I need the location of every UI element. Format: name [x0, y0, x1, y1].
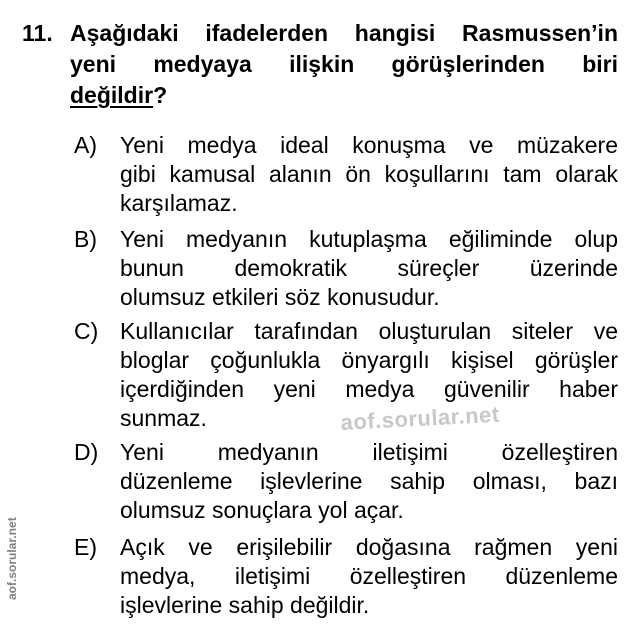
- question-line-1: 11. Aşağıdaki ifadelerden hangisi Rasmussen’in: [22, 18, 618, 49]
- question-stem: [22, 18, 618, 111]
- option-label: D): [74, 439, 99, 465]
- question-number: 11.: [22, 20, 53, 46]
- option-text: Açık ve erişilebilir doğasına rağmen yeni medya, iletişimi özelleştiren düzenleme işlevlerine sahip değildir.: [120, 534, 618, 618]
- option-text: Kullanıcılar tarafından oluşturulan siteler ve bloglar çoğunlukla önyargılı kişisel görüşler içerdiğinden yeni medya güvenilir haber sunmaz.: [120, 318, 618, 431]
- option-label: C): [74, 318, 99, 344]
- option-text: Yeni medyanın kutuplaşma eğiliminde olup bunun demokratik süreçler üzerinde olumsuz etkileri söz konusudur.: [120, 226, 618, 310]
- side-watermark: aof.sorular.net: [5, 517, 19, 600]
- option-label: E): [74, 534, 97, 560]
- question-line-2: yeni medyaya ilişkin görüşlerinden biri: [70, 51, 618, 77]
- option-label: A): [74, 132, 97, 158]
- negation-word: değildir: [70, 82, 154, 108]
- option-text: Yeni medyanın iletişimi özelleştiren düzenleme işlevlerine sahip olması, bazı olumsuz sonuçlara yol açar.: [120, 439, 618, 523]
- question-line-3: değildir?: [70, 82, 168, 108]
- watermark: aof.sorular.net: [340, 401, 501, 435]
- option-label: B): [74, 226, 97, 252]
- option-text: Yeni medya ideal konuşma ve müzakere gibi kamusal alanın ön koşullarını tam olarak karşılamaz.: [120, 132, 618, 216]
